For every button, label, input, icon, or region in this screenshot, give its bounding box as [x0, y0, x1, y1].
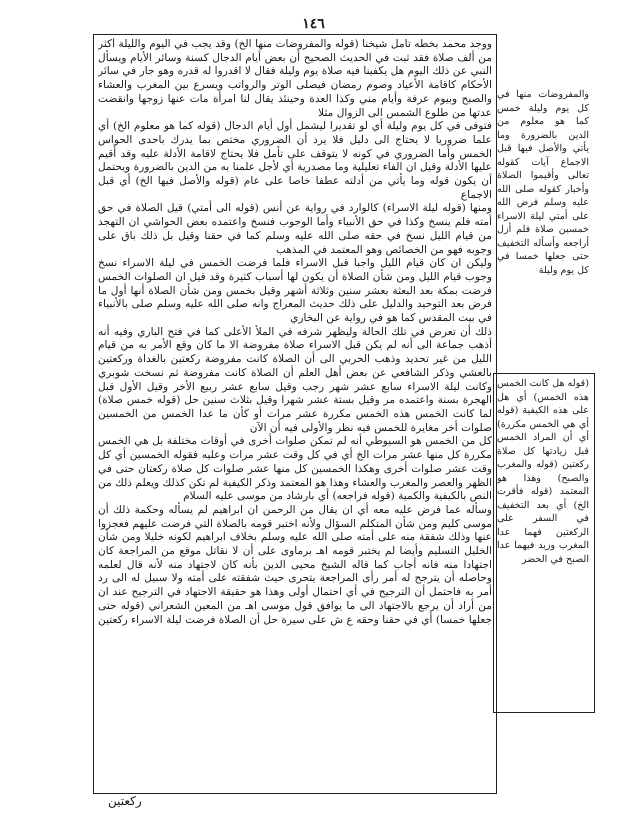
main-paragraph: كل من الخمس هو السيوطي أنه لم تمكن صلوات أخرى في أوقات مختلفة بل هي الخمس مكررة كل منها عشر مرات الخ أي في كل وقت عشر مرات وعليه فقوله الخمسين أي كل وقت عشر صلوات أخرى وهكذا الخمسين كل منها عشر صلوات كل صلاة ركعتان حتى في الظهر والعصر والمغرب والعشاء وهذا هو المعتمد وذكر الكيفية لم تكن كذلك ويعلم ذلك من النص بالكيفية والكمية (قوله فراجعه) أي بارشاد من موسى عليه السلام: [98, 435, 492, 503]
side-paragraph: والمفروضات منها في كل يوم وليلة خمس كما هو معلوم من الدين بالضرورة وما يأتي والأصل فيها قبل الاجماع آيات كقوله تعالى وأقيموا الصلاة وأخبار كقوله صلى الله عليه وسلم فرض الله على أمتي ليلة الاسراء خمسين صلاة فلم أزل أراجعه وأسأله التخفيف حتى جعلها خمسا في كل يوم وليلة: [497, 89, 589, 276]
main-paragraph: ووجد محمد بخطه تأمل شيخنا (قوله والمفروضات منها الخ) وقد يجب في اليوم والليلة أكثر من ألف صلاة فقد ثبت في الحديث الصحيح أن بعض أيام الدجال كسنة وسائر الأيام ويسأل النبي عن ذلك اليوم هل يكفينا فيه صلاة يوم وليلة فقال لا اقدروا له قدره وهو جار في سائر الأحكام كاقامة الأعياد وصوم رمضان فيصلى الوتر والرواتب ويسرع بين المغرب والعشاء والصبح وبيوم عرفة وأيام مني وكذا العدة وحينئذ يقال لنا امرأة مات عنها زوجها وانقضت عدتها من طلوع الشمس الى الزوال مثلا: [98, 38, 492, 119]
page-number: ١٤٦: [302, 16, 325, 32]
side-note-column: [497, 377, 589, 709]
side-text-column: [497, 88, 589, 277]
main-paragraph: وليكن ان كان قيام الليل واجبا قبل الاسراء فلما فرضت الخمس في ليلة الاسراء نسخ وجوب قيام الليل ومن شأن الصلاة أن يكون لها أسباب كثيرة وقد قيل ان الصلوات الخمس فرضت بمكة بعد البعثة بعشر سنين وثلاثة أشهر وقيل بخمس ومن شأن الصلاة أنها أول ما فرض بعد التوحيد والدليل على ذلك حديث المعراج وانه صلى الله عليه وسلم صلى بالأنبياء في بيت المقدس كما هو في رواية عن البخاري: [98, 257, 492, 325]
main-paragraph: فتوفى في كل يوم وليلة أي لو تقديرا ليشمل أول أيام الدجال (قوله كما هو معلوم الخ) أي علما ضروريا لا يحتاج الى دليل فلا يرد أن الضروري مختص بما يدرك باحدى الحواس الخمس وأما الضروري في كونه لا يتوقف على تأمل فلا يحتاج لاقامة الأدلة عليه وقد أقيم عليها الأدلة وقيل ان الفاء تعليلية وما مصدرية أي لأجل علمنا به من الدين بالضرورة ويحتمل أن يكون قوله وما يأتي من أدلته عطفا خاصا على عام (قوله والأصل فيها الخ) أي قبل الاجماع: [98, 120, 492, 201]
main-paragraph: ذلك أن تعرض في تلك الحالة وليظهر شرفه في الملأ الأعلى كما في فتح الباري وفيه أنه أذهب جماعة الى أنه لم يكن قبل الاسراء صلاة مفروضة الا ما كان وقع الأمر به من قيام الليل من غير تحديد وذهب الحربي الى أن الصلاة كانت مفروضة ركعتين بالغداة وركعتين بالعشي وذكر الشافعي عن بعض أهل العلم أن الصلاة كانت مفروضة ثم نسخت شوبري وكانت ليلة الاسراء سابع عشر شهر رجب وقيل سابع عشر ربيع الأخر وقيل الأول قبل الهجرة بسنة واعتمده مر وقيل بستة عشر شهرا وقيل بثلاث سنين حل (قوله خمس صلاة) لما كانت الخمس هذه الخمس مكررة عشر مرات أو كأن ما عدا الخمس من الخمسين صلوات أخر مغايرة للخمس فيه نظر والأولى فيه أن الآن: [98, 325, 492, 434]
main-paragraph: وسأله عما فرض عليه معه أي ان يقال من الرحمن ان ابراهيم لم يسأله وحكمة ذلك أن موسى كليم ومن شأن المتكلم السؤال ولأنه اختبر قومه بالصلاة التي فرضت عليهم فعجزوا عنها وذلك شفقة منه على أمته صلى الله عليه وسلم بخلاف ابراهيم لكونه خليلا ومن شأن الخليل التسليم وأيضا لم يختبر قومه اهـ برماوى على أن لا نقاتل موقع من المراجعة كان اجتهادا منه فانه أجاب كما قاله الشيخ محيى الدين بأنه كان لاجتهاد منه لأنه قال لعلمه وحاصله أن يترجح له أمر رأى المراجعة يتحرى حيث شفقته على أمته ولا سبيل له الى رد أمر به فاحتمل أن الترجيح في أي احتمال أولى وهذا هو حقيقة الاجتهاد في الترجيح عند ان من أراد أن يرجع بالاجتهاد الى ما يوافق قول موسى اهـ من المعين الشعراني (قوله حتى جعلها خمسا) أي في حقنا وحقه ع ش على سيرة حل أن الصلاة فرضت ليلة الاسراء ركعتين: [98, 503, 492, 626]
main-text-column: [98, 38, 492, 790]
catchword: ركعتين: [108, 794, 142, 808]
side-note-paragraph: (قوله هل كانت الخمس هذه الخمس) أي هل على هذه الكيفية (قوله أي هي الخمس مكررة) أي أن المراد الخمس قبل زيادتها كل صلاة ركعتين (قوله والمغرب والصبح) وهذا هو المعتمد (قوله فأقرت الخ) أي بعد التخفيف في السفر على الركعتين فهما عدا المغرب وزيد فيهما عدا الصبح في الحضر: [497, 378, 589, 565]
main-paragraph: ومنها (قوله ليلة الاسراء) كالوارد في رواية عن أنس (قوله الى أمتي) قيل الصلاة في حق أمته فلم ينسخ وكذا في حق الأنبياء وأما الوجوب فنسخ واعتمده بعض الحواشي ان التهجد من قيام الليل نسخ في حقه صلى الله عليه وسلم كما في حقنا وقيل بل ذلك باق على وجوبه فهو من الخصائص وهو المعتمد في المذهب: [98, 202, 492, 256]
